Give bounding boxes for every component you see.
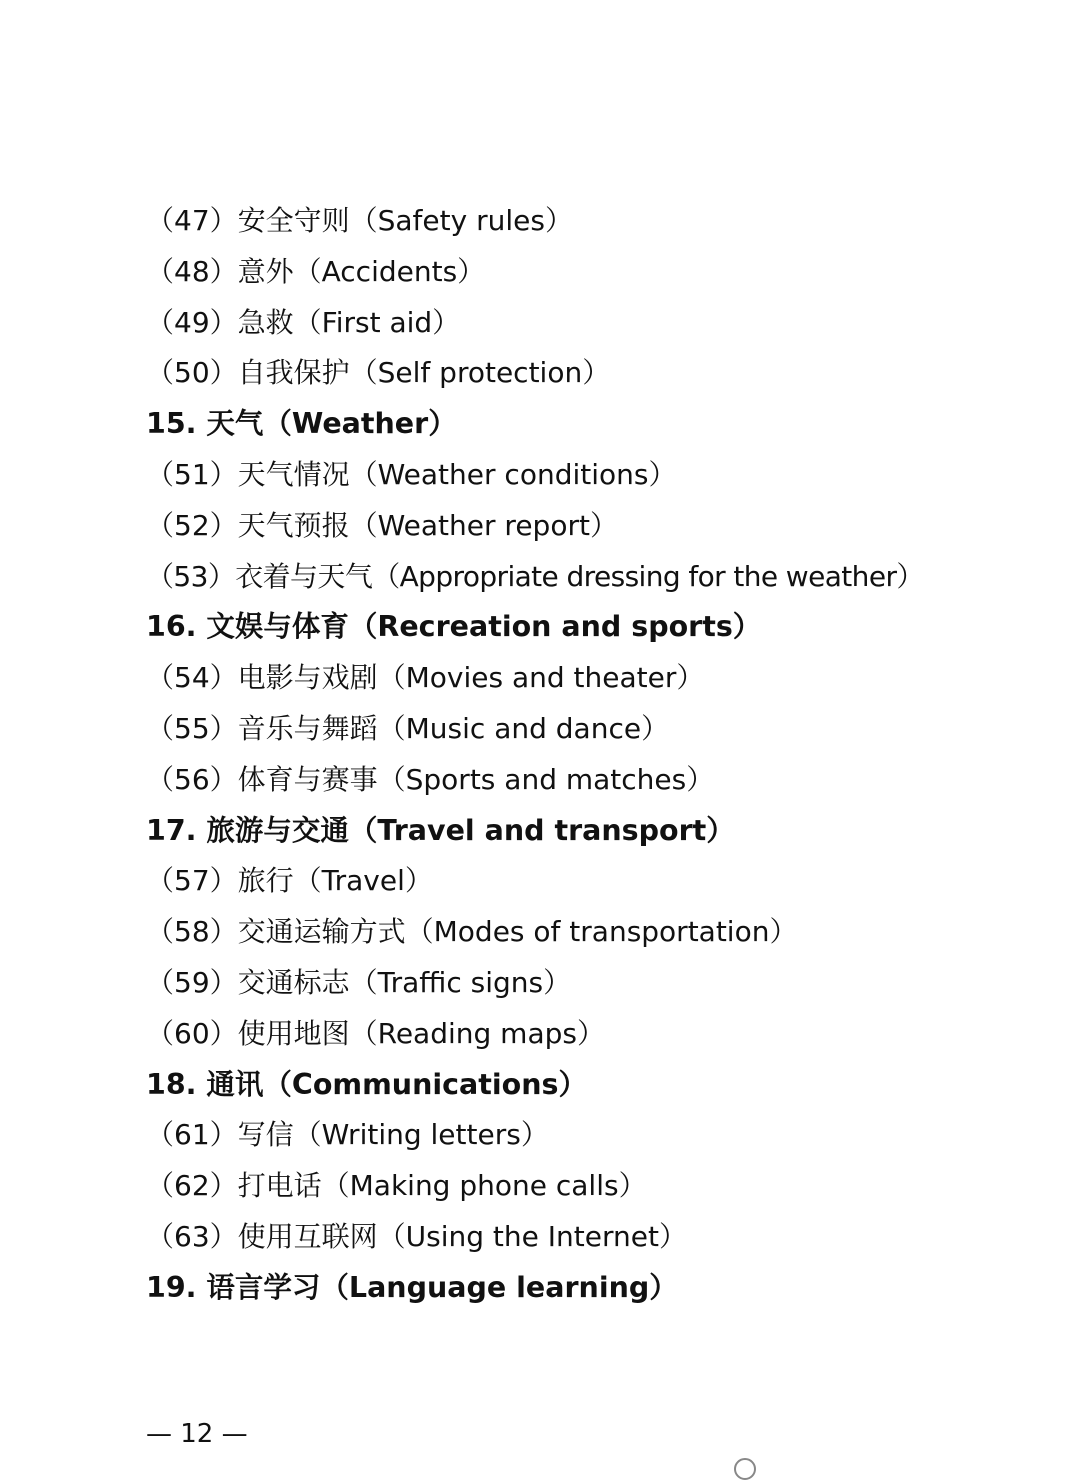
list-item: （53）衣着与天气（Appropriate dressing for the weather） [146, 559, 924, 593]
list-item: （56）体育与赛事（Sports and matches） [146, 762, 715, 796]
list-item: （51）天气情况（Weather conditions） [146, 457, 677, 491]
list-item: （47）安全守则（Safety rules） [146, 204, 573, 237]
page-number: — 12 — [146, 1419, 248, 1449]
section-heading: 18. 通讯（Communications） [146, 1067, 587, 1101]
list-item: （49）急救（First aid） [146, 305, 461, 339]
section-heading: 15. 天气（Weather） [146, 407, 457, 441]
list-item: （52）天气预报（Weather report） [146, 508, 618, 542]
section-heading: 17. 旅游与交通（Travel and transport） [146, 813, 735, 847]
list-item: （55）音乐与舞蹈（Music and dance） [146, 711, 670, 745]
list-item: （63）使用互联网（Using the Internet） [146, 1219, 687, 1253]
topic-list [146, 196, 1046, 1314]
list-item: （57）旅行（Travel） [146, 864, 433, 898]
section-heading: 19. 语言学习（Language learning） [146, 1270, 678, 1304]
section-heading: 16. 文娱与体育（Recreation and sports） [146, 610, 762, 644]
list-item: （48）意外（Accidents） [146, 254, 486, 288]
list-item: （60）使用地图（Reading maps） [146, 1016, 605, 1050]
list-item: （58）交通运输方式（Modes of transportation） [146, 915, 798, 949]
list-item: （50）自我保护（Self protection） [146, 356, 611, 390]
circle-mark-icon [734, 1458, 756, 1480]
list-item: （54）电影与戏剧（Movies and theater） [146, 661, 705, 695]
list-item: （59）交通标志（Traffic signs） [146, 965, 572, 999]
list-item: （62）打电话（Making phone calls） [146, 1169, 647, 1203]
list-item: （61）写信（Writing letters） [146, 1118, 549, 1152]
